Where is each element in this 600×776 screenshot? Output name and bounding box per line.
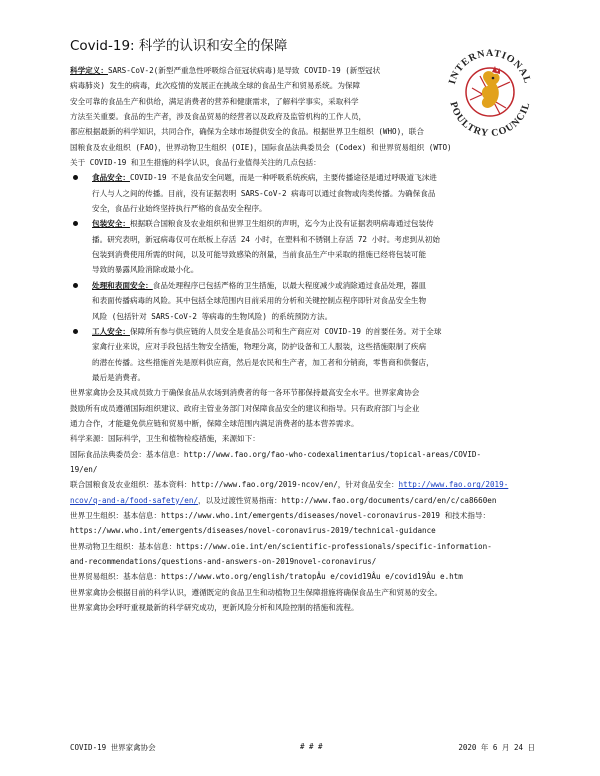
bullet-text: 保障所有参与供应链的人员安全是食品公司和生产商应对 COVID-19 的首要任务。对于全球 bbox=[129, 326, 442, 336]
bullet-dot-icon bbox=[73, 283, 78, 288]
document-body bbox=[70, 63, 535, 615]
bullet-line: 包装到消费使用所需的时间，以及可能导致感染的剂量，当前食品生产中采取的措施已经将包装可能 bbox=[92, 250, 427, 260]
bullet-dot-icon bbox=[73, 175, 78, 180]
bullet-handling-surface-safety bbox=[70, 278, 535, 324]
closing-line: 世界家禽协会及其成员致力于确保食品从农场到消费者的每一各环节都保持最高安全水平。世界家禽协会 bbox=[70, 388, 420, 398]
sources-intro: 科学来源：国际科学，卫生和植物检疫措施，来源如下： bbox=[70, 434, 260, 444]
bullet-label: 包装安全： bbox=[92, 219, 130, 229]
footer-date: 2020 年 6 月 24 日 bbox=[458, 743, 535, 752]
intro-text: SARS-CoV-2(新型严重急性呼吸综合征冠状病毒)是导致 COVID-19 (新型冠状 bbox=[107, 66, 381, 75]
bullet-dot-icon bbox=[73, 221, 78, 226]
bullet-text: COVID-19 不是食品安全问题，而是一种呼吸系统疾病，主要传播途径是通过呼吸道飞沫进 bbox=[129, 173, 437, 183]
bullet-food-safety bbox=[70, 170, 535, 216]
footer-middle: # # # bbox=[300, 742, 323, 751]
bullet-line: 家禽行业来说，应对手段包括生物安全措施，物理分离，防护设备和工人服装，这些措施限制了疾病 bbox=[92, 342, 427, 352]
bullet-line bbox=[92, 216, 535, 231]
bullet-line: 的潜在传播。这些措施首先是原料供应商，然后是农民和生产者，加工者和分销商，零售商和供餐店， bbox=[92, 357, 434, 367]
fao-food-safety-link[interactable]: http://www.fao.org/2019- bbox=[398, 480, 509, 490]
source-who-cont: https://www.who.int/emergents/diseases/novel-coronavirus-2019/technical-guidance bbox=[70, 526, 436, 536]
bullet-packaging-safety bbox=[70, 216, 535, 277]
source-fao bbox=[70, 477, 535, 492]
footer-left: COVID-19 世界家禽协会 bbox=[70, 743, 156, 752]
intro-label: 科学定义： bbox=[70, 66, 108, 75]
source-codex: 国际食品法典委员会：基本信息：http://www.fao.org/fao-who-codexalimentarius/topical-areas/COVID- bbox=[70, 449, 482, 459]
bullet-label: 食品安全： bbox=[92, 173, 130, 183]
bullet-text: 食品处理程序已包括严格的卫生措施，以最大程度减少或消除通过食品处理，器皿 bbox=[152, 280, 427, 290]
bullet-worker-safety bbox=[70, 324, 535, 385]
bullet-line: 安全，食品行业始终坚持执行严格的食品安全程序。 bbox=[92, 204, 267, 214]
fao-food-safety-link-cont[interactable]: ncov/q-and-a/food-safety/en/ bbox=[70, 495, 199, 505]
bullet-line: 播。研究表明，新冠病毒仅可在纸板上存活 24 小时，在塑料和不锈钢上存活 72 小时。考虑到从初始 bbox=[92, 234, 440, 244]
bullet-line bbox=[92, 170, 535, 185]
logo-text-bottom: POULTRY COUNCIL bbox=[447, 100, 533, 140]
intro-line: 安全可靠的食品生产和供给，满足消费者的营养和健康需求，了解科学事实，采取科学 bbox=[70, 96, 359, 106]
closing-line: 通力合作，才能避免供应链和贸易中断，保障全球范围内满足消费者的基本营养需求。 bbox=[70, 418, 359, 428]
source-fao-suffix: ，以及过渡性贸易指南：http://www.fao.org/documents/card/en/c/ca8660en bbox=[198, 495, 497, 505]
bullet-line: 行人与人之间的传播。目前，没有证据表明 SARS-CoV-2 病毒可以通过食物或肉类传播。为确保食品 bbox=[92, 188, 436, 198]
bullet-line: 导致的暴露风险消除或最小化。 bbox=[92, 265, 199, 275]
intro-line: 国粮食及农业组织 (FAO)，世界动物卫生组织 (OIE)，国际食品法典委员会 (Codex) 和世界贸易组织 (WTO) bbox=[70, 142, 452, 152]
final-line: 世界家禽协会根据目前的科学认识，遵循既定的食品卫生和动植物卫生保障措施将确保食品生产和贸易的安全。 bbox=[70, 587, 443, 597]
bullet-label: 处理和表面安全： bbox=[92, 280, 153, 290]
source-oie: 世界动物卫生组织：基本信息：https://www.oie.int/en/scientific-professionals/specific-information- bbox=[70, 541, 492, 551]
source-fao-prefix: 联合国粮食及农业组织：基本资料：http://www.fao.org/2019-ncov/en/，针对食品安全： bbox=[70, 480, 399, 490]
bullet-dot-icon bbox=[73, 329, 78, 334]
closing-line: 鼓励所有成员遵循国际组织建议、政府主管业务部门对保障食品安全的建议和指导。只有政府部门与企业 bbox=[70, 403, 420, 413]
bullet-line: 和表面传播病毒的风险。其中包括全球范围内目前采用的分析和关键控制点程序即针对食品安全生物 bbox=[92, 296, 427, 306]
intro-line bbox=[70, 63, 430, 78]
source-wto: 世界贸易组织：基本信息：https://www.wto.org/english/tratopÂu e/covid19Âu e/covid19Âu e.htm bbox=[70, 572, 463, 582]
bullet-line: 风险 (包括针对 SARS-CoV-2 等病毒的生物风险) 的系统预防方法。 bbox=[92, 311, 333, 321]
source-who: 世界卫生组织：基本信息：https://www.who.int/emergents/diseases/novel-coronavirus-2019 和技术指导： bbox=[70, 510, 491, 520]
bullet-text: 根据联合国粮食及农业组织和世界卫生组织的声明，迄今为止没有证据表明病毒通过包装传 bbox=[129, 219, 434, 229]
bullet-line bbox=[92, 324, 535, 339]
intro-line: 关于 COVID-19 和卫生措施的科学认识，食品行业值得关注的几点包括： bbox=[70, 158, 321, 168]
intro-line: 病毒肺炎) 发生的病毒，此次疫情的发展正在挑战全球的食品生产和贸易系统。为保障 bbox=[70, 81, 361, 91]
source-codex-cont: 19/en/ bbox=[70, 464, 98, 474]
bullet-label: 工人安全： bbox=[92, 326, 130, 336]
intro-line: 方法至关重要。食品的生产者，涉及食品贸易的经营者以及政府及监管机构的工作人员， bbox=[70, 112, 367, 122]
logo-text-top: INTERNATIONAL bbox=[446, 47, 534, 86]
page-title: Covid-19: 科学的认识和安全的保障 bbox=[70, 38, 288, 54]
intro-line: 都应根据最新的科学知识，共同合作，确保为全球市场提供安全的食品。根据世界卫生组织 (WHO)，联合 bbox=[70, 127, 424, 137]
source-oie-cont: and-recommendations/questions-and-answers-on-2019novel-coronavirus/ bbox=[70, 557, 377, 566]
bullet-line: 最后是消费者。 bbox=[92, 372, 146, 382]
final-line: 世界家禽协会呼吁重视最新的科学研究成功，更新风险分析和风险控制的措施和流程。 bbox=[70, 603, 359, 613]
bullet-line bbox=[92, 278, 535, 293]
source-fao-cont bbox=[70, 493, 535, 508]
